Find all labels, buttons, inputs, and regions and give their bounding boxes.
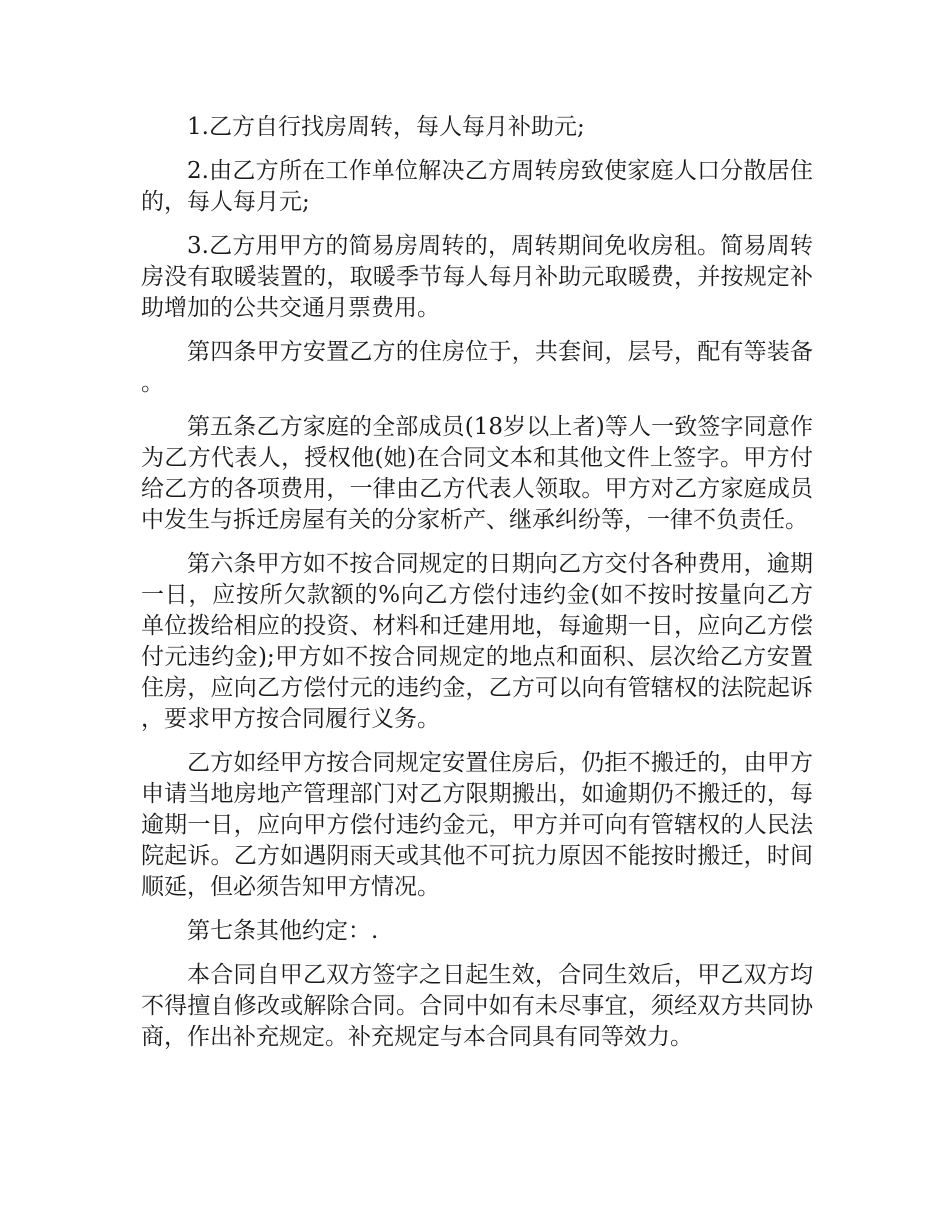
paragraph-effective-clause: 本合同自甲乙双方签字之日起生效，合同生效后，甲乙双方均不得擅自修改或解除合同。合同中如有未尽事宜，须经双方共同协商，作出补充规定。补充规定与本合同具有同等效力。 — [141, 962, 813, 1050]
paragraph-article-4: 第四条甲方安置乙方的住房位于，共套间，层号，配有等装备。 — [141, 339, 813, 396]
paragraph-article-7: 第七条其他约定：. — [187, 918, 379, 944]
paragraph-article-6: 第六条甲方如不按合同规定的日期向乙方交付各种费用，逾期一日，应按所欠款额的%向乙方偿付违约金(如不按时按量向乙方单位拨给相应的投资、材料和迁建用地，每逾期一日，应向乙方偿付元违约金);甲方如不按合同规定的地点和面积、层次给乙方安置住房，应向乙方偿付元的违约金，乙方可以向有管辖权的法院起诉，要求甲方按合同履行义务。 — [141, 551, 813, 732]
paragraph-simple-housing: 3.乙方用甲方的简易房周转的，周转期间免收房租。简易周转房没有取暖装置的，取暖季节每人每月补助元取暖费，并按规定补助增加的公共交通月票费用。 — [141, 233, 813, 321]
paragraph-article-5: 第五条乙方家庭的全部成员(18岁以上者)等人一致签字同意作为乙方代表人，授权他(她)在合同文本和其他文件上签字。甲方付给乙方的各项费用，一律由乙方代表人领取。甲方对乙方家庭成员中发生与拆迁房屋有关的分家析产、继承纠纷等，一律不负责任。 — [141, 414, 813, 533]
paragraph-relocation-refusal: 乙方如经甲方按合同规定安置住房后，仍拒不搬迁的，由甲方申请当地房地产管理部门对乙方限期搬出，如逾期仍不搬迁的，每逾期一日，应向甲方偿付违约金元，甲方并可向有管辖权的人民法院起诉。乙方如遇阴雨天或其他不可抗力原因不能按时搬迁，时间顺延，但必须告知甲方情况。 — [141, 750, 813, 900]
paragraph-subsidy-self-found: 1.乙方自行找房周转，每人每月补助元; — [187, 114, 585, 140]
paragraph-subsidy-work-unit: 2.由乙方所在工作单位解决乙方周转房致使家庭人口分散居住的，每人每月元; — [141, 158, 813, 215]
document-body — [141, 112, 813, 1066]
